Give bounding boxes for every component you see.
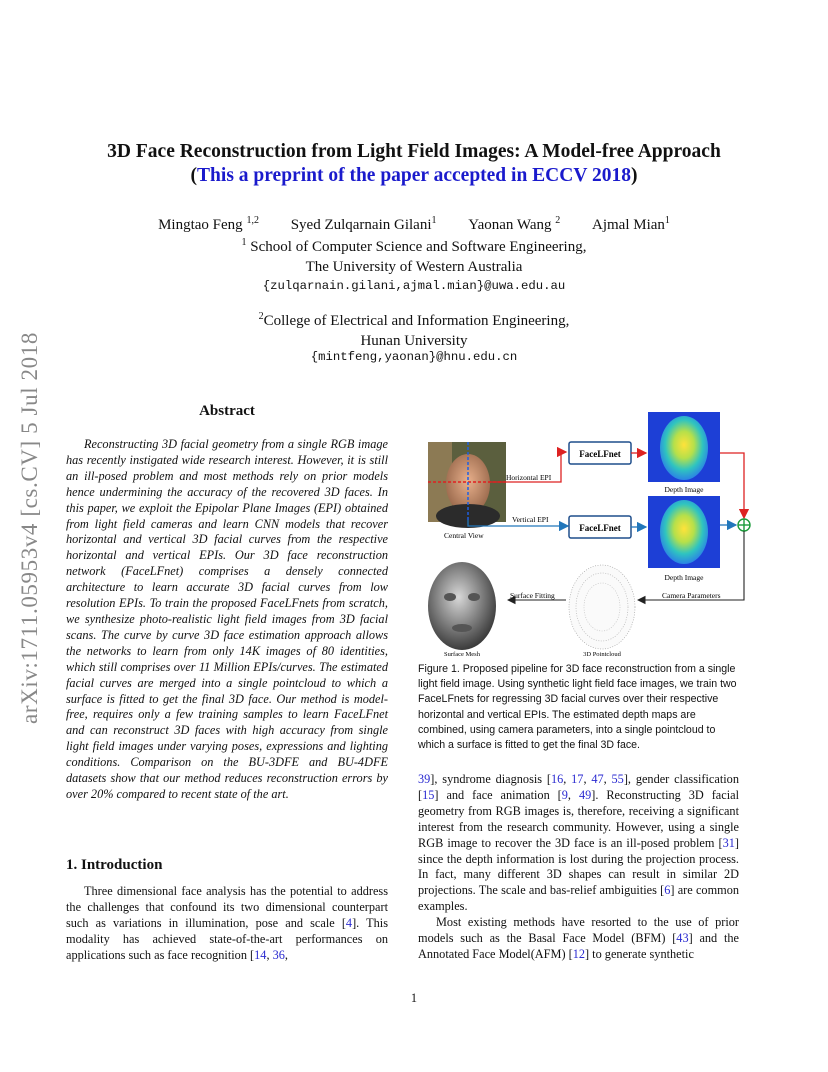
separator: , [266, 947, 273, 962]
arxiv-side-label: arXiv:1711.05953v4 [cs.CV] 5 Jul 2018 [17, 332, 42, 724]
body-text: ]. Reconstructing 3D facial geometry from RGB images is, therefore, receiving a significant interest from the research community. However, using a single RGB image to recover the 3D face is an ill-posed problem [ [418, 787, 740, 850]
mesh-eye-right [468, 593, 480, 601]
affiliation-2-text: College of Electrical and Information Engineering, [263, 313, 570, 329]
vertical-epi-label: Vertical EPI [512, 515, 549, 524]
author-name: Ajmal Mian [592, 217, 665, 233]
mesh-face [428, 562, 496, 650]
intro-text: , [284, 947, 288, 962]
citation-link[interactable]: 36 [272, 947, 285, 962]
author [592, 217, 670, 233]
affiliation-1-email: {zulqarnain.gilani,ajmal.mian}@uwa.edu.au [262, 279, 566, 293]
depth-image-label-top: Depth Image [664, 485, 704, 494]
affiliation-2-sup: 2 [258, 311, 264, 322]
author-sup: 1 [431, 215, 437, 226]
abstract-text: Reconstructing 3D facial geometry from a single RGB image has recently instigated wide research interest. However, it is still an ill-posed problem and most methods rely on prior models hence undermining the accuracy of the recovered 3D faces. In this paper, we exploit the Epipolar Plane Images (EPI) obtained from light field cameras and learn CNN models that recover horizontal and vertical 3D facial curves from the respective horizontal and vertical EPIs. Our 3D face reconstruction network (FaceLFnet) comprises a densely connected architecture to learn accurate 3D facial curves from low resolution EPIs. To train the proposed FaceLFnets from scratch, we synthesize photo-realistic light field images from 3D facial scans. The curve by curve 3D face estimation approach allows the networks to learn from only 14K images of 80 identities, which still comprises over 11 Million EPIs/curves. The estimated facial curves are merged into a single pointcloud to which a surface is fitted to get the final 3D face. Our method is model-free, requires only a few training samples to learn FaceLFnet and can reconstruct 3D faces with high accuracy from single light field images under varying poses, expressions and lighting conditions. Comparison on the BU-3DFE and BU-4DFE datasets show that our method reduces reconstruction errors by over 20% compared to recent state of the art. [66, 437, 388, 801]
citation-link[interactable]: 6 [664, 883, 671, 898]
pipeline-figure [418, 412, 754, 660]
column-2-text [418, 772, 739, 963]
merge-arrow-top [720, 453, 744, 518]
citation-link[interactable]: 12 [572, 946, 585, 961]
author-name: Syed Zulqarnain Gilani [290, 217, 432, 233]
separator: , [563, 772, 572, 786]
body-text: ] to generate synthetic [585, 946, 694, 961]
separator: , [583, 772, 592, 786]
affiliation-2 [0, 311, 828, 351]
citation-link[interactable]: 16 [550, 772, 564, 786]
central-view-image [428, 442, 506, 528]
citation-link[interactable]: 9 [561, 787, 568, 802]
body-text: ] are common examples. [418, 883, 739, 914]
pointcloud-label: 3D Pointcloud [583, 651, 621, 658]
separator: , [603, 772, 612, 786]
affiliation-2-line-1 [0, 311, 828, 331]
author [468, 217, 560, 233]
body-text: ] and the Annotated Face Model(AFM) [ [418, 931, 739, 961]
paper-title [0, 140, 828, 188]
figure-caption: Figure 1. Proposed pipeline for 3D face reconstruction from a single light field image. Using synthetic light field face images, we train two FaceLFnets for regressing 3D facial curves over their respective horizontal and vertical EPIs. The estimated depth maps are combined, using camera parameters, into a single pointcloud to which a surface is fitted to get the final 3D face. [418, 663, 737, 752]
title-line-2 [0, 164, 828, 188]
depth-face-top [660, 416, 708, 480]
title-line-1: 3D Face Reconstruction from Light Field Images: A Model-free Approach [107, 141, 721, 162]
intro-text: Three dimensional face analysis has the potential to address the challenges that confound its two dimensional counterpart such as variations in illumination, pose and scale [ [66, 884, 388, 930]
camera-parameters-label: Camera Parameters [662, 591, 721, 600]
depth-image-label-bottom: Depth Image [664, 573, 704, 582]
paragraph [418, 772, 739, 915]
author-name: Mingtao Feng [158, 217, 243, 233]
facelfnet-top-label: FaceLFnet [579, 449, 621, 459]
pointcloud-face [569, 565, 635, 649]
citation-link[interactable]: 17 [571, 772, 584, 786]
author-sup: 1 [664, 215, 670, 226]
intro-paragraph [66, 884, 388, 964]
citation-link[interactable]: 39 [418, 772, 431, 786]
separator: , [567, 787, 579, 802]
citation-link[interactable]: 49 [578, 787, 592, 802]
citation-link[interactable]: 4 [345, 915, 353, 930]
affiliation-1 [0, 237, 828, 277]
author-list [0, 217, 828, 234]
abstract-heading: Abstract [199, 403, 255, 419]
affiliation-1-text: School of Computer Science and Software Engineering, [250, 239, 587, 255]
page-number: 1 [410, 991, 418, 1005]
affiliation-1-line-1 [0, 237, 828, 257]
horizontal-epi-label: Horizontal EPI [506, 473, 552, 482]
affiliation-1-line-2: The University of Western Australia [305, 259, 523, 275]
surface-mesh-label: Surface Mesh [444, 651, 480, 658]
preprint-link[interactable]: This a preprint of the paper accepted in ECCV 2018 [197, 165, 631, 186]
citation-link[interactable]: 47 [591, 772, 604, 786]
author [291, 217, 437, 233]
body-text: ], syndrome diagnosis [ [430, 772, 551, 786]
affiliation-1-sup: 1 [241, 237, 247, 248]
intro-text: ]. This modality has achieved state-of-the-art performances on applications such as face recognition [ [66, 915, 389, 962]
author-name: Yaonan Wang [468, 217, 552, 233]
author-sup: 1,2 [246, 215, 259, 226]
affiliation-2-line-2: Hunan University [360, 333, 468, 349]
section-heading-introduction: 1. Introduction [66, 857, 163, 873]
affiliation-2-email: {mintfeng,yaonan}@hnu.edu.cn [310, 350, 518, 364]
citation-link[interactable]: 15 [422, 787, 435, 802]
body-text: ], gender classification [ [418, 772, 739, 802]
title-paren-open: ( [190, 165, 198, 186]
citation-link[interactable]: 31 [722, 835, 735, 850]
surface-fitting-label: Surface Fitting [510, 591, 555, 600]
depth-face-bottom [660, 500, 708, 564]
body-text: ] since the depth information is lost during the projection process. In fact, many different 3D shapes can result in similar 2D projections. The scale and bas-relief ambiguities [ [418, 835, 739, 898]
title-paren-close: ) [630, 165, 638, 186]
author-sup: 2 [555, 215, 561, 226]
mesh-eye-left [444, 593, 456, 601]
pointcloud-image [569, 565, 635, 649]
citation-link[interactable]: 43 [676, 931, 689, 946]
surface-mesh-image [428, 562, 496, 650]
author [158, 217, 259, 233]
citation-link[interactable]: 55 [611, 772, 624, 786]
central-view-label: Central View [444, 531, 484, 540]
paragraph [418, 915, 739, 963]
mesh-mouth [452, 624, 472, 632]
citation-link[interactable]: 14 [254, 947, 267, 962]
body-text: ] and face animation [ [434, 787, 562, 802]
abstract-body [66, 437, 388, 803]
body-text: Most existing methods have resorted to the use of prior models such as the Basal Face Model (BFM) [ [418, 915, 739, 946]
facelfnet-bottom-label: FaceLFnet [579, 523, 621, 533]
